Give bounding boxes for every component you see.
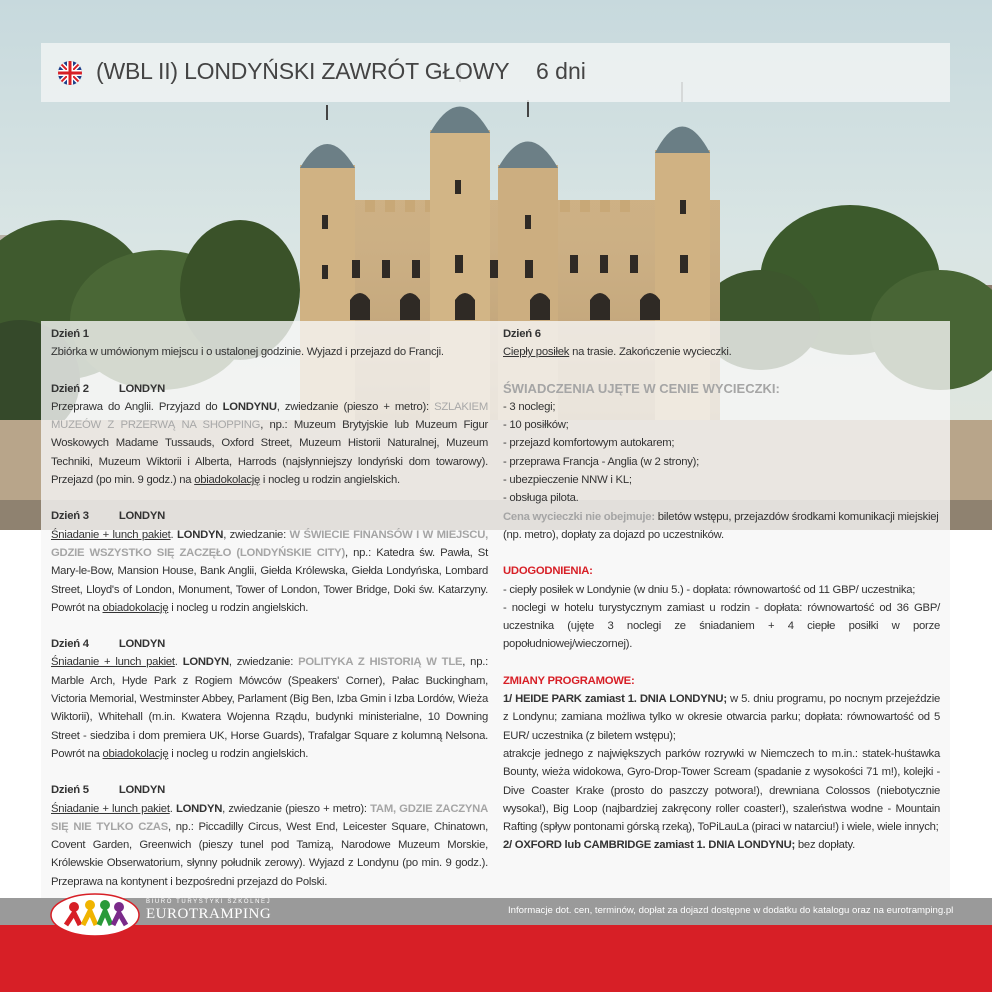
upgrade-line-1: - ciepły posiłek w Londynie (w dniu 5.) - dopłata: równowartość od 11 GBP/ uczestnika; xyxy=(503,583,916,596)
day-city: LONDYN xyxy=(118,382,166,395)
text-span: . xyxy=(174,656,183,669)
option-bold: 2/ OXFORD lub CAMBRIDGE zamiast 1. DNIA LONDYNU; xyxy=(503,839,795,852)
change-option-1-description: atrakcje jednego z największych parków rozrywki w Niemczech to m.in.: statek-huśtawka Bounty, wieża widokowa, Gyro-Drop-Tower Scream (spadanie z wysokości 71 m!), kolejki - Dive Coaster Krake (prosto do paszczy potwora!), drewniana Colossos (niebotycznie wysoka!), Big Loop (najbardziej zakręcony roller coaster!), szaleństwa wodne - Mountain Rafting (spływ pontonami górską rzeką), ToPiLauLa (piraci w natarciu!) i wiele, wiele innych; xyxy=(503,747,940,834)
theme-highlight: SZLAKIEM MUZEÓW Z PRZERWĄ NA SHOPPING xyxy=(51,400,488,432)
list-item: - obsługa pilota. xyxy=(503,492,579,505)
theme-highlight: POLITYKA Z HISTORIĄ W TLE xyxy=(298,656,463,669)
day-label: Dzień 3 xyxy=(51,510,89,523)
day-6-heading: Dzień 6 xyxy=(503,328,541,340)
list-item: - ubezpieczenie NNW i KL; xyxy=(503,474,632,487)
day-6-text xyxy=(503,343,940,361)
day-city: LONDYN xyxy=(118,784,166,797)
change-option-2 xyxy=(503,836,940,854)
day-5-text xyxy=(51,800,488,891)
right-column xyxy=(503,325,940,855)
upgrade-line-2: - noclegi w hotelu turystycznym zamiast u rodzin - dopłata: równowartość od 36 GBP/ uczestnika (ujęte 3 noclegi ze śniadaniem + 4 ciepłe posiłki w porze popołudniowej/wieczornej). xyxy=(503,601,940,651)
left-column xyxy=(51,325,488,891)
day-label: Dzień 4 xyxy=(51,638,89,651)
city-bold: LONDYN xyxy=(175,802,223,815)
list-item: - 10 posiłków; xyxy=(503,419,569,432)
dinner-link: obiadokolację xyxy=(194,474,261,487)
meal-label: Ciepły posiłek xyxy=(503,346,570,359)
eurotramping-logo xyxy=(50,893,140,937)
day-5-heading xyxy=(51,781,488,799)
text-span: , np.: Katedra św. Pawła, St Mary-le-Bow, Mansion House, Bank Anglii, Giełda Królewska, Giełda Londyńska, Lombard Street, Lloyd's of London, Monument, Tower of London, Tower Bridge, Doki św. Katarzyny. Powrót na xyxy=(51,546,488,614)
uk-flag-icon xyxy=(58,61,82,85)
text-span: biletów wstępu, przejazdów środkami komunikacji miejskiej (np. metro), dopłaty za dojazd po uczestników. xyxy=(503,510,939,541)
upgrades-heading: UDOGODNIENIA: xyxy=(503,565,593,578)
dinner-link: obiadokolację xyxy=(102,747,169,760)
text-span: . xyxy=(169,802,176,815)
dinner-link: obiadokolację xyxy=(102,601,169,614)
text-span: i nocleg u rodzin angielskich. xyxy=(260,474,400,487)
theme-highlight: TAM, GDZIE ZACZYNA SIĘ NIE TYLKO CZAS xyxy=(51,802,488,833)
included-list xyxy=(503,398,940,508)
text-span: , np.: Marble Arch, Hyde Park z Rogiem Mówców (Speakers' Corner), Pałac Buckingham, Victoria Memorial, Westminster Abbey, Parlament (Big Ben, Izba Gmin i Izba Lordów, Wieża Wiktorii), Whitehall (m.in. Kwatera Wojenna Rządu, budynki ministerialne, 10 Downing Street - siedziba i dom premiera UK, Horse Guards), Trafalgar Square z kolumną Nelsona. Powrót na xyxy=(51,656,489,760)
text-span: bez dopłaty. xyxy=(795,839,855,852)
day-label: Dzień 2 xyxy=(51,382,89,395)
day-4-heading xyxy=(51,635,488,653)
changes-heading: ZMIANY PROGRAMOWE: xyxy=(503,674,635,687)
day-label: Dzień 5 xyxy=(51,784,89,797)
brand-name: EUROTRAMPING xyxy=(146,906,272,922)
day-3-text xyxy=(51,526,488,617)
text-span: , zwiedzanie (pieszo + metro): xyxy=(276,400,435,413)
day-3-heading xyxy=(51,507,488,525)
theme-highlight: W ŚWIECIE FINANSÓW I W MIEJSCU, GDZIE WSZYSTKO SIĘ ZACZĘŁO (LONDYŃSKIE CITY) xyxy=(51,528,488,559)
excluded-text xyxy=(503,508,940,545)
text-span: i nocleg u rodzin angielskich. xyxy=(168,747,309,760)
day-1-heading: Dzień 1 xyxy=(51,328,89,340)
footer-red-band xyxy=(0,925,992,992)
change-option-1 xyxy=(503,690,940,745)
text-span: , np.: Piccadilly Circus, West End, Leicester Square, Chinatown, Covent Garden, Greenwich (pieszy tunel pod Tamizą, Narodowe Muzeum Morskie, Królewskie Obserwatorium, słynny południk zerowy). Wyjazd z Londynu (po min. 9 godz.). Przeprawa na kontynent i bezpośredni przejazd do Polski. xyxy=(51,820,489,888)
city-bold: LONDYN xyxy=(177,528,224,541)
trip-title: (WBL II) LONDYŃSKI ZAWRÓT GŁOWY xyxy=(96,58,510,84)
list-item: - przejazd komfortowym autokarem; xyxy=(503,437,675,450)
list-item: - 3 noclegi; xyxy=(503,400,556,413)
day-city: LONDYN xyxy=(118,638,166,651)
text-span: , np.: Muzeum Brytyjskie lub Muzeum Figur Woskowych Madame Tussauds, Oxford Street, Muzeum Historii Naturalnej, Muzeum Techniki, Muzeum Wiktorii i Alberta, Harrods (najsłynniejszy londyński dom towarowy). Przejazd (po min. 9 godz.) na xyxy=(51,419,488,487)
brand-tagline: BIURO TURYSTYKI SZKOLNEJ xyxy=(146,899,272,905)
day-city: LONDYN xyxy=(118,510,166,523)
text-span: , zwiedzanie: xyxy=(228,656,299,669)
text-span: i nocleg u rodzin angielskich. xyxy=(168,601,309,614)
day-2-text xyxy=(51,398,488,489)
city-bold: LONDYNU xyxy=(222,400,277,413)
text-span: , zwiedzanie: xyxy=(223,528,290,541)
excluded-label: Cena wycieczki nie obejmuje: xyxy=(503,510,655,523)
day-1-text: Zbiórka w umówionym miejscu i o ustalonej godzinie. Wyjazd i przejazd do Francji. xyxy=(51,346,444,359)
text-span: Przeprawa do Anglii. Przyjazd do xyxy=(51,400,223,413)
text-span: . xyxy=(170,528,177,541)
day-4-text xyxy=(51,653,488,763)
meal-label: Śniadanie + lunch pakiet xyxy=(51,528,171,541)
city-bold: LONDYN xyxy=(182,656,229,669)
text-span: w 5. dniu programu, po nocnym przejeździe z Londynu; zamiana możliwa tylko w okresie otwarcia parku; dopłata: równowartość od 5 EUR/ uczestnika (z biletem wstępu); xyxy=(503,693,940,742)
included-heading: ŚWIADCZENIA UJĘTE W CENIE WYCIECZKI: xyxy=(503,380,780,396)
text-span: na trasie. Zakończenie wycieczki. xyxy=(569,346,732,359)
meal-label: Śniadanie + lunch pakiet xyxy=(51,802,170,815)
footer-info-note: Informacje dot. cen, terminów, dopłat za dojazd dostępne w dodatku do katalogu oraz na eurotramping.pl xyxy=(508,905,954,916)
day-2-heading xyxy=(51,380,488,398)
option-bold: 1/ HEIDE PARK zamiast 1. DNIA LONDYNU; xyxy=(503,693,727,706)
meal-label: Śniadanie + lunch pakiet xyxy=(51,656,175,669)
trip-duration: 6 dni xyxy=(536,58,586,84)
text-span: , zwiedzanie (pieszo + metro): xyxy=(222,802,371,815)
list-item: - przeprawa Francja - Anglia (w 2 strony); xyxy=(503,455,700,468)
